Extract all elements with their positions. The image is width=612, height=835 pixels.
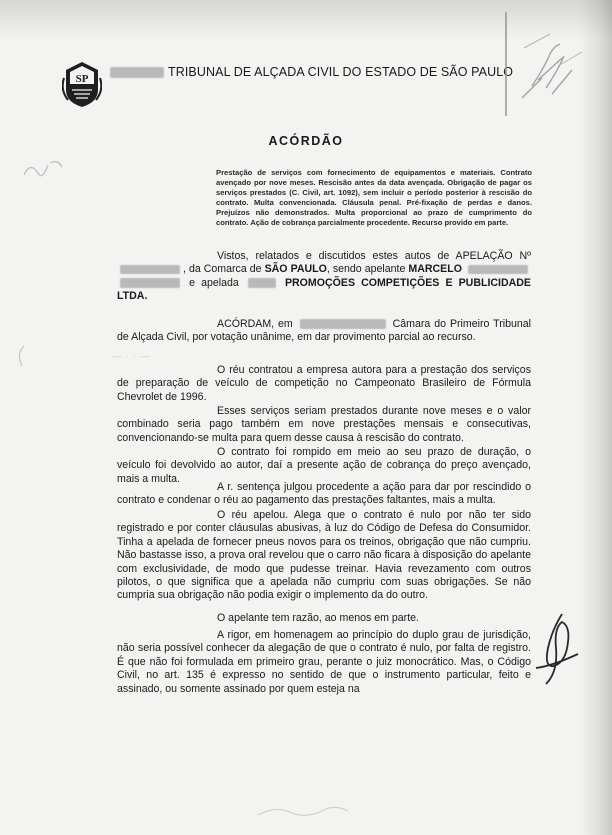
- court-name: TRIBUNAL DE ALÇADA CIVIL DO ESTADO DE SÃO PAULO: [168, 65, 514, 79]
- vistos-text: Vistos, relatados e discutidos estes autos de APELAÇÃO Nº: [217, 250, 531, 262]
- paragraph-vistos: [117, 250, 531, 304]
- paragraph-7: A rigor, em homenagem ao princípio do duplo grau de jurisdição, não seria possível conhecer da alegação de que o contrato é nulo, por falta de registro. É que não foi formulada em primeiro grau, perante o juiz monocrático. Mas, o Código Civil, no art. 135 é expresso no sentido de que o instrumento particular, feito e assinado, ou somente assinado por quem esteja na: [117, 629, 531, 695]
- ementa-summary: Prestação de serviços com fornecimento de equipamentos e materiais. Contrato avençado por nove meses. Rescisão antes da data avençada. Obrigação de pagar os serviços prestados (C. Civil, art. 1092), sem incluir o período posterior à rescisão do contrato. Multa convencionada. Cláusula penal. Pré-fixação de perdas e danos. Prejuízos não demonstrados. Multa proporcional ao prazo de cumprimento do contrato. Ação de cobrança parcialmente procedente. Recurso provido em parte.: [216, 168, 532, 227]
- paragraph-3: O contrato foi rompido em meio ao seu prazo de duração, o veículo foi devolvido ao autor, daí a presente ação de cobrança do preço avençado, mais a multa.: [117, 446, 531, 485]
- paragraph-2: Esses serviços seriam prestados durante nove meses e o valor combinado seria pago também em nove prestações mensais e consecutivas, convencionando-se multa para quem desse causa à rescisão do contrato.: [117, 405, 531, 444]
- initials-signature-icon: [532, 608, 584, 690]
- paragraph-4: A r. sentença julgou procedente a ação para dar por rescindido o contrato e condenar o réu ao pagamento das prestações faltantes, mais a multa.: [117, 481, 531, 507]
- faint-offset-mark: — · · —: [112, 351, 151, 361]
- margin-annotation-icon: [14, 344, 34, 368]
- stamp-mark-icon: [502, 8, 592, 120]
- acordam-decision: Câmara do Primeiro Tribunal de Alçada Civil, por votação unânime, em dar provimento parcial ao recurso.: [117, 318, 531, 344]
- comarca-label: , da Comarca de: [183, 263, 262, 276]
- acordam-text: ACÓRDAM, em: [217, 318, 293, 330]
- apelante-name: MARCELO: [408, 263, 462, 276]
- margin-annotation-icon: [20, 155, 66, 185]
- apelada-name: PROMOÇÕES COMPETIÇÕES E PUBLICIDADE LTDA.: [117, 276, 532, 303]
- court-header: [110, 65, 513, 79]
- apelada-label: e apelada: [189, 276, 239, 289]
- document-title: ACÓRDÃO: [268, 134, 344, 148]
- redacted-text: [248, 278, 276, 288]
- redacted-text: [468, 265, 528, 275]
- redacted-text: [300, 319, 386, 329]
- sao-paulo-crest-icon: [62, 60, 102, 108]
- bottom-mark-icon: [256, 803, 352, 821]
- crest-initials: SP: [75, 73, 89, 85]
- redacted-text: [120, 265, 180, 275]
- comarca-name: SÃO PAULO: [264, 263, 327, 276]
- paragraph-1: O réu contratou a empresa autora para a prestação dos serviços de preparação de veículo de competição no Campeonato Brasileiro de Fórmula Chevrolet de 1996.: [117, 364, 531, 403]
- paragraph-5: O réu apelou. Alega que o contrato é nulo por não ter sido registrado e por conter cláusulas abusivas, à luz do Código de Defesa do Consumidor. Tinha a apelada de fornecer pneus novos para os treinos, obrigação que não cumpriu. Não bastasse isso, a prova oral revelou que o carro não ficara à disposição do apelante com exclusividade, de modo que pudesse treinar. Havia revezamento com outros pilotos, o que significa que a apelada não cumpriu com suas obrigações. Se não cumpria sua obrigação não podia exigir o implemento da do outro.: [117, 509, 531, 602]
- apelante-label: , sendo apelante: [326, 263, 406, 276]
- paragraph-6: O apelante tem razão, ao menos em parte.: [217, 612, 419, 624]
- paragraph-acordam: [117, 318, 531, 345]
- redacted-text: [120, 278, 180, 288]
- redacted-text: [110, 67, 164, 78]
